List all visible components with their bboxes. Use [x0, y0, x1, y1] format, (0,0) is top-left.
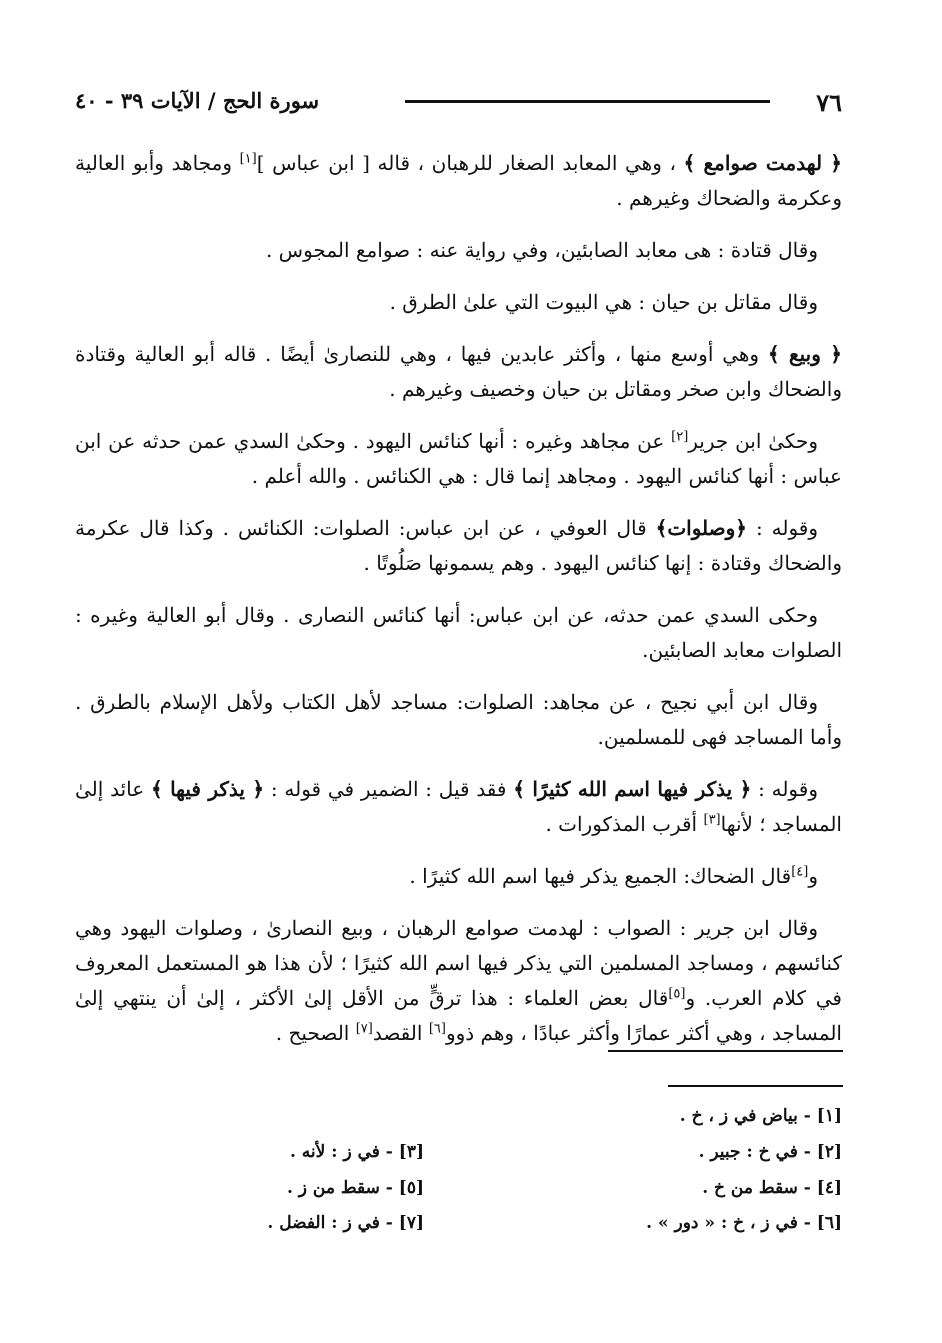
footnote-number: [٣] [398, 1142, 424, 1162]
paragraph [75, 598, 842, 668]
text-run: وقوله : [751, 777, 818, 801]
text-run: وقال ابن جرير : الصواب : لهدمت صوامع الرهبان ، وبيع النصارىٰ ، وصلوات اليهود وهي كنائسهم ، ومساجد المسلمين التي يذكر فيها اسم الله كثيرًا ؛ لأن هذا هو المستعمل المعروف في كلام العرب. و [75, 916, 842, 1010]
text-run: قال بعض العلماء : هذا ترقٍّ من الأقل إلىٰ الأكثر ، إلىٰ أن ينتهي إلىٰ المساجد ، وهي أكثر عمارًا وأكثر عبادًا ، وهم ذوو [75, 986, 842, 1045]
paragraph [75, 859, 842, 894]
quran-quote: ﴿ لهدمت صوامع ﴾ [683, 151, 842, 175]
footnote-number: [١] [816, 1106, 842, 1126]
footnote-6 [646, 1213, 842, 1233]
footnote-ref: [٣] [703, 812, 721, 828]
quran-quote: ﴿وصلوات﴾ [655, 516, 748, 540]
footnote-5 [287, 1178, 424, 1198]
text-run: و [808, 864, 818, 888]
quran-quote: ﴿ يذكر فيها اسم الله كثيرًا ﴾ [513, 777, 752, 801]
text-run: ، وهي المعابد الصغار للرهبان ، قاله [ ابن عباس ] [256, 151, 684, 175]
footnote-number: [٤] [816, 1178, 842, 1198]
paragraph [75, 285, 842, 320]
text-run: القصد [372, 1021, 429, 1045]
footnote-ref: [٢] [671, 429, 689, 445]
paragraph [75, 146, 842, 216]
footnote-ref: [١] [239, 151, 257, 167]
text-end-rule [608, 1050, 843, 1052]
page-number: ٧٦ [816, 88, 842, 117]
footnote-rule [668, 1085, 843, 1087]
paragraph [75, 424, 842, 494]
text-run: وقال مقاتل بن حيان : هي البيوت التي علىٰ الطرق . [389, 290, 818, 314]
text-run: عائد إلىٰ المساجد ؛ لأنها [75, 777, 842, 836]
footnote-number: [٦] [816, 1213, 842, 1233]
quran-quote: ﴿ وبيع ﴾ [767, 342, 842, 366]
header-rule [405, 100, 770, 103]
footnote-number: [٧] [398, 1213, 424, 1233]
paragraph [75, 911, 842, 1051]
footnote-text: - في ز ، خ : « دور » . [646, 1213, 811, 1233]
paragraph [75, 772, 842, 842]
footnote-number: [٥] [398, 1178, 424, 1198]
footnote-1 [680, 1106, 842, 1126]
footnote-3 [290, 1142, 424, 1162]
footnote-text: - في ز : لأنه . [289, 1142, 393, 1162]
footnote-ref: [٦] [428, 1021, 446, 1037]
footnote-7 [267, 1213, 424, 1233]
footnote-text: - سقط من خ . [702, 1178, 811, 1198]
running-title: سورة الحج / الآيات ٣٩ - ٤٠ [75, 88, 320, 113]
text-run: عن مجاهد وغيره : أنها كنائس اليهود . وحكىٰ السدي عمن حدثه عن ابن عباس : أنها كنائس اليهود . ومجاهد إنما قال : هي الكنائس . والله أعلم . [75, 429, 842, 488]
footnote-text: - بياض في ز ، خ . [679, 1106, 811, 1126]
paragraph [75, 337, 842, 407]
text-run: قال العوفي ، عن ابن عباس: الصلوات: الكنائس . وكذا قال عكرمة والضحاك وقتادة : إنها كنائس اليهود . وهم يسمونها صَلُوتًا . [75, 516, 842, 575]
text-run: وهي أوسع منها ، وأكثر عابدين فيها ، وهي للنصارىٰ أيضًا . قاله أبو العالية وقتادة والضحاك وابن صخر ومقاتل بن حيان وخصيف وغيرهم . [75, 342, 842, 401]
footnote-text: - في ز : الفضل . [267, 1213, 393, 1233]
footnote-number: [٢] [816, 1142, 842, 1162]
text-run: فقد قيل : الضمير في قوله : [264, 777, 514, 801]
text-run: قال الضحاك: الجميع يذكر فيها اسم الله كثيرًا . [409, 864, 792, 888]
footnote-ref: [٧] [355, 1021, 373, 1037]
footnote-ref: [٥] [668, 986, 686, 1002]
text-run: وحكىٰ ابن جرير [688, 429, 818, 453]
text-run: وحكى السدي عمن حدثه، عن ابن عباس: أنها كنائس النصارى . وقال أبو العالية وغيره : الصلوات معابد الصابئين. [75, 603, 842, 662]
text-run: الصحيح . [275, 1021, 356, 1045]
main-text [75, 146, 842, 1068]
text-run: ومجاهد وأبو العالية وعكرمة والضحاك وغيرهم . [75, 151, 842, 210]
text-run: وقال ابن أبي نجيح ، عن مجاهد: الصلوات: مساجد لأهل الكتاب ولأهل الإسلام بالطرق . وأما المساجد فهى للمسلمين. [75, 690, 842, 749]
footnote-text: - في خ : جبير . [698, 1142, 811, 1162]
footnote-ref: [٤] [791, 864, 809, 880]
footnote-4 [702, 1178, 842, 1198]
paragraph [75, 233, 842, 268]
footnote-text: - سقط من ز . [286, 1178, 393, 1198]
text-run: وقوله : [747, 516, 819, 540]
paragraph [75, 511, 842, 581]
quran-quote: ﴿ يذكر فيها ﴾ [150, 777, 265, 801]
text-run: أقرب المذكورات . [545, 812, 704, 836]
paragraph [75, 685, 842, 755]
footnote-2 [699, 1142, 842, 1162]
text-run: وقال قتادة : هى معابد الصابئين، وفي رواية عنه : صوامع المجوس . [265, 238, 818, 262]
